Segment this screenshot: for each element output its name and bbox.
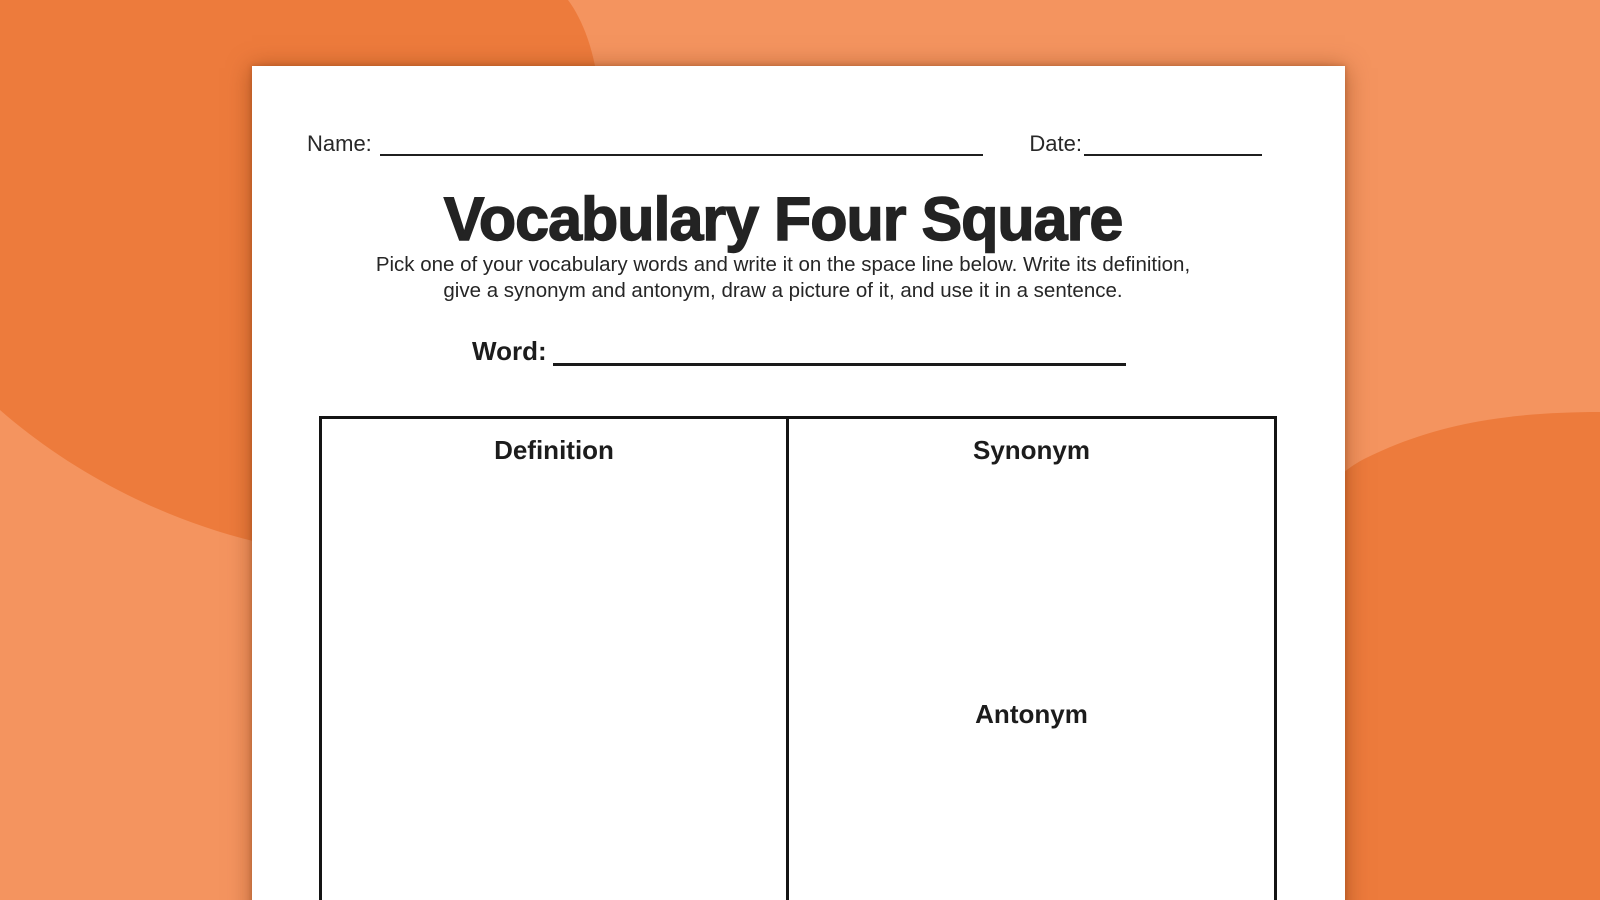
date-label: Date:: [1029, 131, 1082, 156]
synonym-heading: Synonym: [972, 435, 1091, 465]
instructions-text: [252, 252, 1314, 303]
name-blank-line: [380, 130, 984, 156]
definition-heading: Definition: [494, 435, 614, 465]
instructions-line-2: give a synonym and antonym, draw a picture of it, and use it in a sentence.: [443, 278, 1123, 302]
worksheet-page: [252, 66, 1345, 900]
word-label: Word:: [472, 336, 547, 366]
instructions-line-1: Pick one of your vocabulary words and write it on the space line below. Write its definition,: [375, 253, 1191, 276]
bottom-right-blob: [1306, 412, 1600, 900]
date-blank-line: [1084, 130, 1262, 156]
name-label: Name:: [307, 131, 372, 156]
four-square-grid: [319, 416, 1277, 900]
antonym-heading: Antonym: [975, 699, 1088, 729]
word-row: [472, 334, 1126, 366]
word-blank-line: [553, 333, 1126, 366]
name-date-row: [307, 130, 1262, 156]
grid-vertical-divider: [786, 419, 789, 900]
page-title: Vocabulary Four Square: [443, 185, 1123, 253]
